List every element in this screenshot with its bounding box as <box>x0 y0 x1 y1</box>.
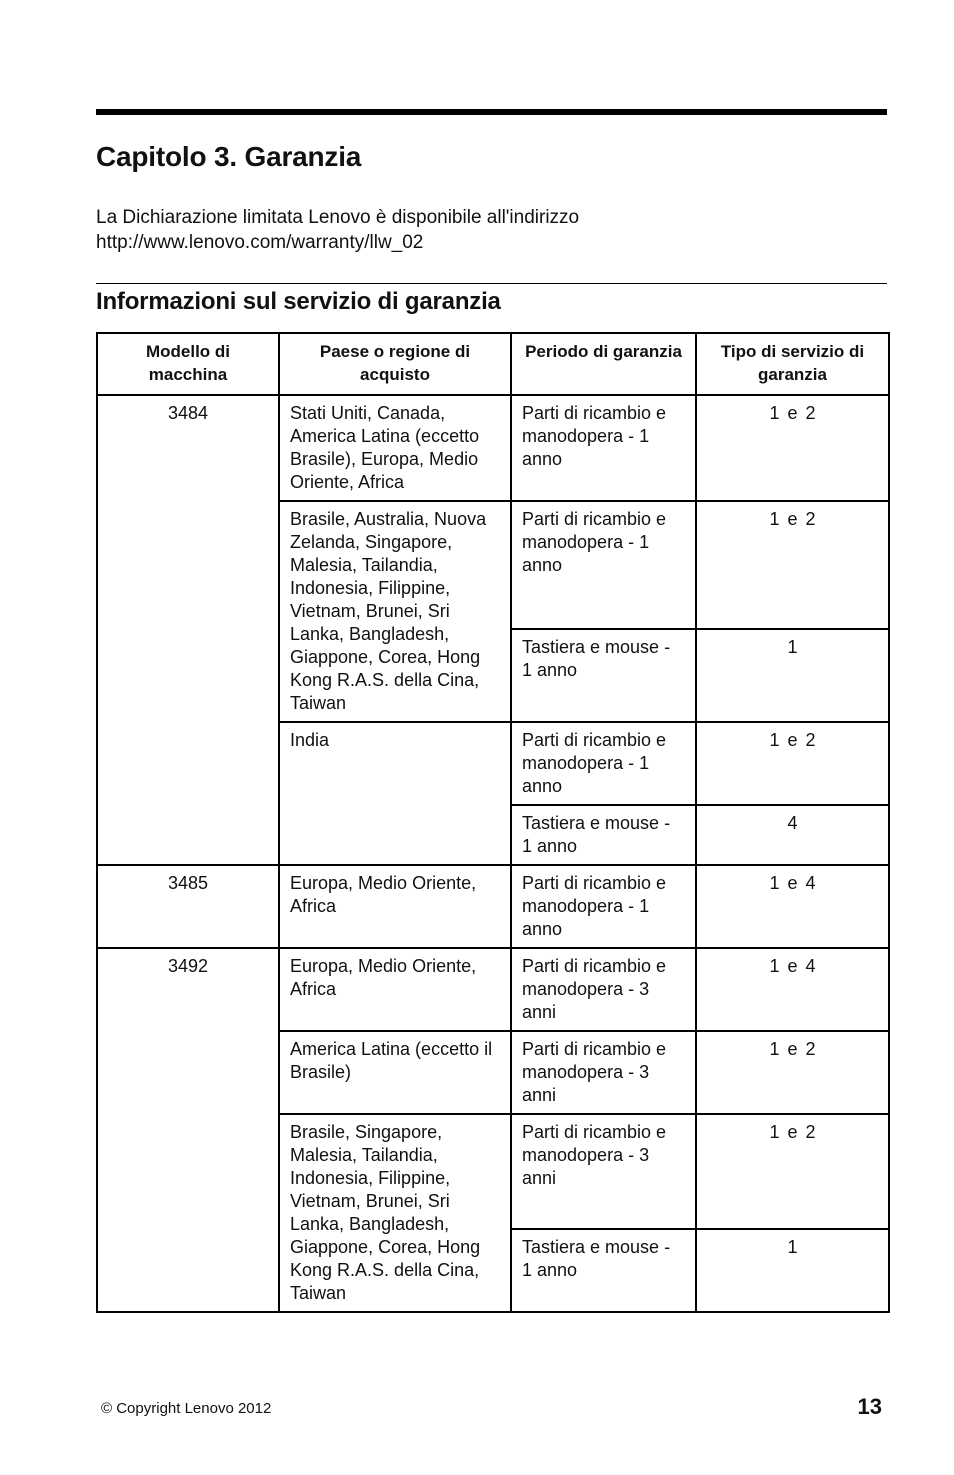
country-cell: Brasile, Singapore, Malesia, Tailandia, Indonesia, Filippine, Vietnam, Brunei, Sri Lanka, Bangladesh, Giappone, Corea, Hong Kong R.A.S. della Cina, Taiwan <box>279 1114 511 1312</box>
header-country: Paese o regione di acquisto <box>279 333 511 395</box>
period-cell: Tastiera e mouse - 1 anno <box>511 805 696 865</box>
section-title: Informazioni sul servizio di garanzia <box>96 288 501 315</box>
service-type-cell: 1 e 2 <box>696 722 889 805</box>
period-cell: Parti di ricambio e manodopera - 1 anno <box>511 722 696 805</box>
period-cell: Parti di ricambio e manodopera - 1 anno <box>511 501 696 629</box>
intro-line-1: La Dichiarazione limitata Lenovo è disponibile all'indirizzo <box>96 207 580 228</box>
section-rule <box>96 283 887 284</box>
chapter-top-rule <box>96 109 887 115</box>
period-cell: Tastiera e mouse - 1 anno <box>511 1229 696 1312</box>
header-model: Modello di macchina <box>97 333 279 395</box>
table-row <box>97 948 889 1031</box>
period-cell: Parti di ricambio e manodopera - 3 anni <box>511 1114 696 1229</box>
period-cell: Tastiera e mouse - 1 anno <box>511 629 696 722</box>
service-type-cell: 1 e 2 <box>696 1031 889 1114</box>
country-cell: Stati Uniti, Canada, America Latina (eccetto Brasile), Europa, Medio Oriente, Africa <box>279 395 511 501</box>
intro-paragraph <box>96 205 876 255</box>
country-cell: India <box>279 722 511 865</box>
period-cell: Parti di ricambio e manodopera - 1 anno <box>511 865 696 948</box>
period-cell: Parti di ricambio e manodopera - 1 anno <box>511 395 696 501</box>
country-cell: Europa, Medio Oriente, Africa <box>279 865 511 948</box>
service-type-cell: 1 e 2 <box>696 395 889 501</box>
model-cell: 3492 <box>97 948 279 1312</box>
country-cell: America Latina (eccetto il Brasile) <box>279 1031 511 1114</box>
country-cell: Europa, Medio Oriente, Africa <box>279 948 511 1031</box>
copyright-notice: © Copyright Lenovo 2012 <box>101 1400 272 1417</box>
chapter-title: Capitolo 3. Garanzia <box>96 141 362 172</box>
service-type-cell: 4 <box>696 805 889 865</box>
header-service-type: Tipo di servizio di garanzia <box>696 333 889 395</box>
warranty-table <box>96 332 890 1313</box>
model-cell: 3484 <box>97 395 279 865</box>
header-period: Periodo di garanzia <box>511 333 696 395</box>
model-cell: 3485 <box>97 865 279 948</box>
table-row <box>97 865 889 948</box>
service-type-cell: 1 e 2 <box>696 1114 889 1229</box>
period-cell: Parti di ricambio e manodopera - 3 anni <box>511 948 696 1031</box>
period-cell: Parti di ricambio e manodopera - 3 anni <box>511 1031 696 1114</box>
country-cell: Brasile, Australia, Nuova Zelanda, Singapore, Malesia, Tailandia, Indonesia, Filippine, Vietnam, Brunei, Sri Lanka, Bangladesh, Giappone, Corea, Hong Kong R.A.S. della Cina, Taiwan <box>279 501 511 722</box>
table-row <box>97 395 889 501</box>
service-type-cell: 1 e 2 <box>696 501 889 629</box>
service-type-cell: 1 e 4 <box>696 948 889 1031</box>
service-type-cell: 1 <box>696 629 889 722</box>
warranty-url: http://www.lenovo.com/warranty/llw_02 <box>96 232 424 253</box>
table-header-row <box>97 333 889 395</box>
page-number: 13 <box>857 1394 882 1419</box>
service-type-cell: 1 e 4 <box>696 865 889 948</box>
service-type-cell: 1 <box>696 1229 889 1312</box>
